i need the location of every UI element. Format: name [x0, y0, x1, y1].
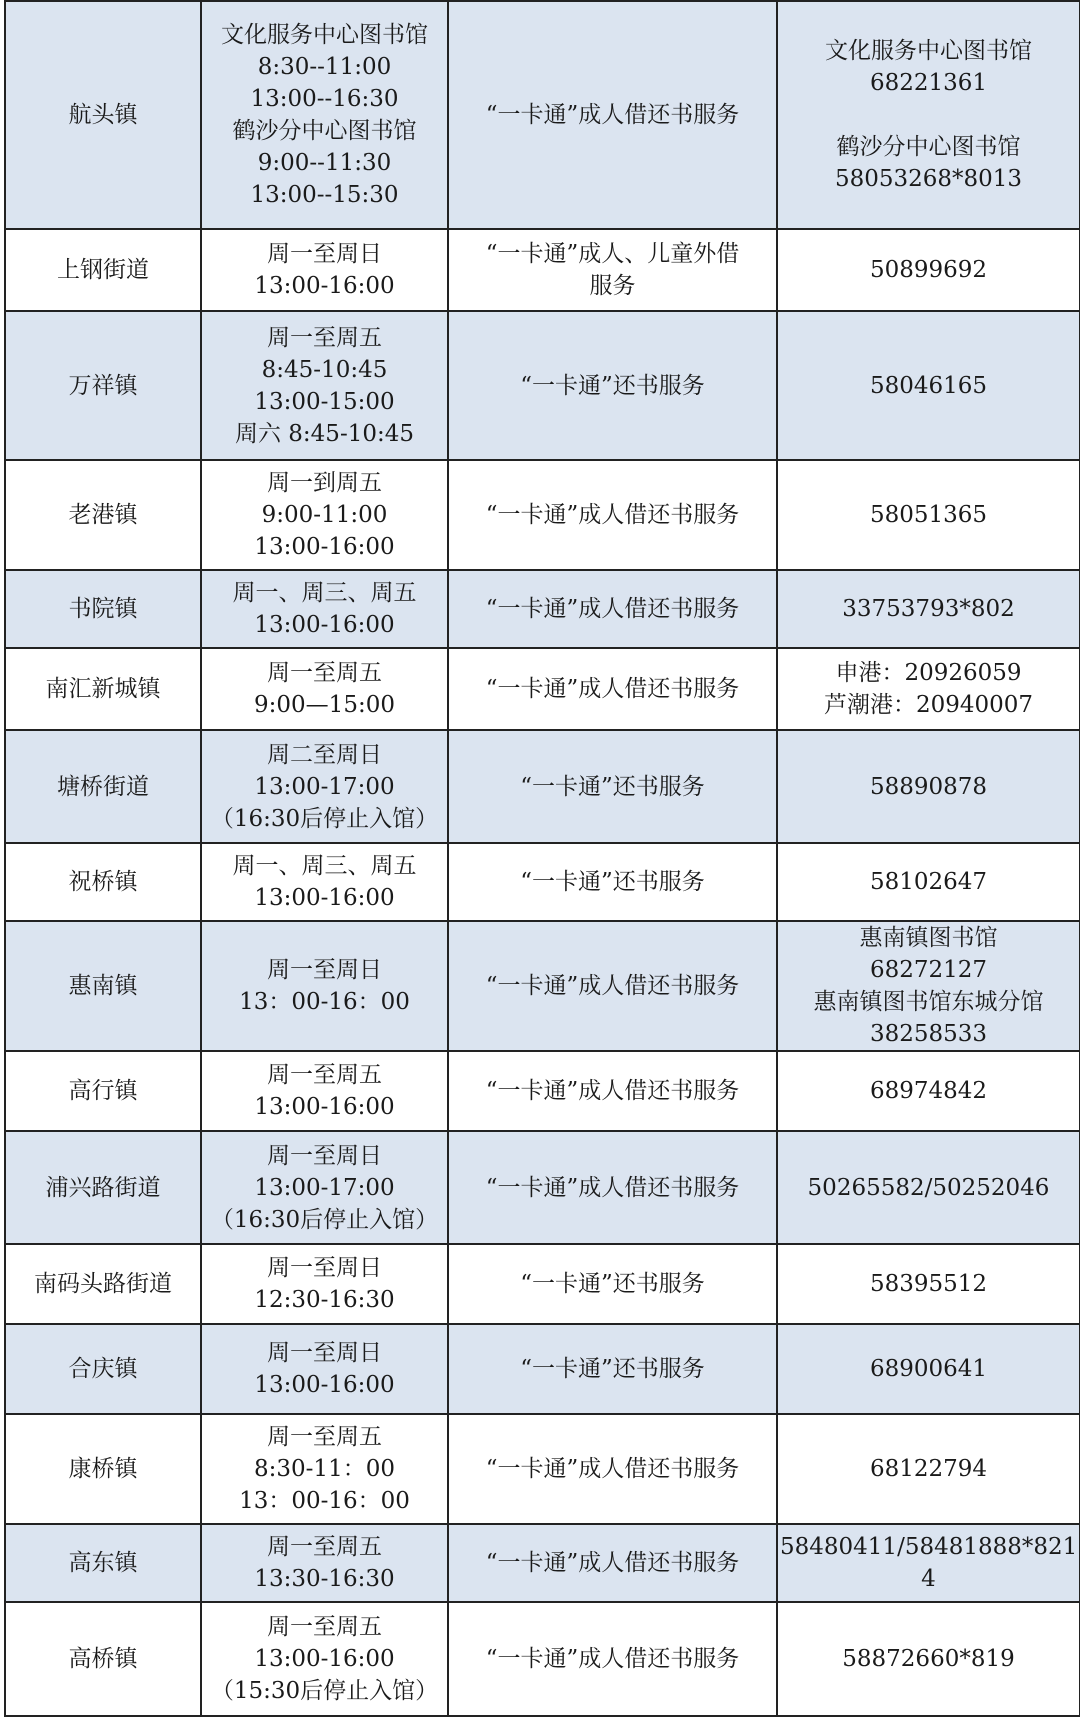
town-cell: [5, 1414, 201, 1524]
hours-line: 13:00-16:00: [254, 273, 395, 299]
phone-line: 50899692: [869, 257, 988, 283]
service-line: “一卡通”成人、儿童外借: [485, 241, 740, 267]
town-cell: [5, 1131, 201, 1244]
table-row: [5, 1051, 1080, 1131]
table-row: [5, 648, 1080, 730]
service-line: “一卡通”还书服务: [520, 372, 705, 399]
town-text: 南汇新城镇: [45, 676, 161, 702]
hours-cell: [201, 1131, 448, 1244]
table-row: [5, 311, 1080, 460]
town-cell: [5, 1524, 201, 1602]
hours-line: 9:00—15:00: [254, 692, 395, 718]
hours-line: 周一至周日: [267, 1255, 382, 1281]
table-row: [5, 1414, 1080, 1524]
table-row: [5, 921, 1080, 1051]
service-cell: [448, 730, 777, 843]
table-row: [5, 1602, 1080, 1716]
town-cell: [5, 1244, 201, 1324]
hours-line: （15:30后停止入馆）: [210, 1678, 439, 1704]
service-line: “一卡通”还书服务: [520, 869, 705, 895]
service-line: “一卡通”成人借还书服务: [485, 973, 740, 999]
table-row: [5, 843, 1080, 921]
phone-line: 58102647: [869, 869, 988, 895]
phone-cell: [777, 570, 1080, 648]
phone-line: 38258533: [869, 1021, 988, 1047]
service-line: “一卡通”成人借还书服务: [485, 1646, 740, 1672]
phone-line: 68221361: [869, 70, 988, 96]
hours-line: 13:00-16:00: [254, 534, 395, 560]
phone-line: 68122794: [869, 1456, 988, 1482]
service-line: “一卡通”成人借还书服务: [485, 596, 740, 622]
town-cell: [5, 648, 201, 730]
phone-line: 68900641: [869, 1356, 988, 1382]
town-cell: [5, 730, 201, 843]
hours-line: 13：00-16：00: [239, 989, 410, 1015]
town-text: 航头镇: [68, 102, 138, 128]
hours-line: 周一至周日: [267, 1340, 382, 1366]
hours-line: 13:00--16:30: [250, 86, 399, 112]
hours-line: 周一到周五: [267, 470, 382, 496]
town-cell: [5, 1051, 201, 1131]
table-row: [5, 229, 1080, 311]
table-row: [5, 570, 1080, 648]
town-text: 祝桥镇: [68, 869, 138, 895]
phone-line: 33753793*802: [842, 596, 1015, 622]
phone-cell: [777, 1051, 1080, 1131]
hours-line: 周一至周日: [267, 957, 382, 983]
hours-line: 周一、周三、周五: [232, 580, 417, 606]
phone-cell: [777, 843, 1080, 921]
phone-line: 鹤沙分中心图书馆: [836, 134, 1021, 160]
hours-cell: [201, 1602, 448, 1716]
hours-cell: [201, 843, 448, 921]
town-text: 高行镇: [68, 1078, 138, 1104]
phone-line: 申港：20926059: [835, 660, 1022, 686]
phone-line: 58480411/58481888*821: [780, 1534, 1078, 1560]
town-text: 塘桥街道: [57, 773, 149, 800]
service-cell: [448, 1524, 777, 1602]
town-cell: [5, 311, 201, 460]
town-text: 南码头路街道: [34, 1271, 172, 1297]
service-cell: [448, 570, 777, 648]
hours-cell: [201, 1244, 448, 1324]
hours-line: 8:45-10:45: [261, 356, 388, 383]
town-text: 高桥镇: [68, 1646, 138, 1672]
service-line: “一卡通”还书服务: [520, 773, 705, 800]
hours-line: 周二至周日: [267, 741, 382, 768]
hours-line: 13:00-16:00: [254, 885, 395, 911]
hours-line: 13:30-16:30: [254, 1566, 395, 1592]
service-line: “一卡通”成人借还书服务: [485, 502, 740, 528]
town-text: 书院镇: [68, 596, 138, 622]
service-line: “一卡通”还书服务: [520, 1271, 705, 1297]
phone-cell: [777, 1244, 1080, 1324]
phone-line: 惠南镇图书馆: [859, 925, 998, 951]
phone-line: 惠南镇图书馆东城分馆: [813, 989, 1044, 1015]
hours-line: 9:00-11:00: [261, 502, 388, 528]
town-cell: [5, 1602, 201, 1716]
hours-cell: [201, 229, 448, 311]
service-line: “一卡通”成人借还书服务: [485, 1174, 740, 1201]
phone-line: 68272127: [869, 957, 988, 983]
service-line: “一卡通”成人借还书服务: [485, 1550, 740, 1576]
hours-line: 13:00--15:30: [250, 182, 399, 208]
phone-line: 58051365: [869, 502, 988, 528]
town-text: 高东镇: [68, 1550, 138, 1576]
phone-line: 芦潮港：20940007: [823, 692, 1034, 718]
service-cell: [448, 1244, 777, 1324]
hours-cell: [201, 570, 448, 648]
town-text: 老港镇: [68, 502, 138, 528]
hours-line: 13:00-15:00: [254, 388, 395, 415]
hours-cell: [201, 730, 448, 843]
service-cell: [448, 843, 777, 921]
service-line: 服务: [589, 273, 636, 299]
phone-line: 58872660*819: [842, 1646, 1015, 1672]
service-cell: [448, 1324, 777, 1414]
town-text: 万祥镇: [68, 372, 138, 399]
hours-line: 周一至周五: [267, 1424, 382, 1450]
town-cell: [5, 921, 201, 1051]
hours-cell: [201, 460, 448, 570]
hours-line: 鹤沙分中心图书馆: [232, 118, 417, 144]
phone-line: 58046165: [869, 372, 988, 399]
town-text: 浦兴路街道: [45, 1174, 161, 1201]
hours-line: 13:00-16:00: [254, 612, 395, 638]
service-cell: [448, 648, 777, 730]
service-cell: [448, 1051, 777, 1131]
hours-line: 12:30-16:30: [254, 1287, 395, 1313]
hours-cell: [201, 921, 448, 1051]
town-text: 合庆镇: [68, 1356, 138, 1382]
hours-line: 周一至周五: [267, 660, 382, 686]
table-row: [5, 1524, 1080, 1602]
phone-cell: [777, 648, 1080, 730]
phone-line: 58053268*8013: [834, 166, 1023, 192]
town-text: 上钢街道: [57, 257, 149, 283]
hours-line: 13:00-16:00: [254, 1372, 395, 1398]
town-cell: [5, 229, 201, 311]
service-cell: [448, 460, 777, 570]
town-cell: [5, 843, 201, 921]
town-cell: [5, 570, 201, 648]
hours-line: 13：00-16：00: [239, 1488, 410, 1514]
hours-cell: [201, 1, 448, 229]
table-row: [5, 460, 1080, 570]
hours-line: 8:30--11:00: [257, 54, 392, 80]
phone-cell: [777, 1, 1080, 229]
table-body: [5, 1, 1080, 1716]
service-cell: [448, 1, 777, 229]
phone-line: 68974842: [869, 1078, 988, 1104]
service-cell: [448, 1602, 777, 1716]
service-line: “一卡通”成人借还书服务: [485, 676, 740, 702]
town-text: 惠南镇: [68, 973, 138, 999]
hours-line: 13:00-16:00: [254, 1646, 395, 1672]
phone-cell: [777, 460, 1080, 570]
phone-cell: [777, 311, 1080, 460]
phone-line: 58890878: [869, 773, 988, 800]
service-cell: [448, 1414, 777, 1524]
town-cell: [5, 1324, 201, 1414]
phone-cell: [777, 1524, 1080, 1602]
library-service-table: [4, 0, 1080, 1717]
hours-cell: [201, 1414, 448, 1524]
hours-cell: [201, 311, 448, 460]
service-cell: [448, 921, 777, 1051]
hours-line: 周一至周日: [267, 1142, 382, 1169]
service-line: “一卡通”成人借还书服务: [485, 102, 740, 128]
hours-line: 文化服务中心图书馆: [221, 22, 428, 48]
hours-line: 8:30-11：00: [254, 1456, 395, 1482]
phone-cell: [777, 1324, 1080, 1414]
hours-line: 周一至周五: [267, 1614, 382, 1640]
hours-line: 周一至周日: [267, 241, 382, 267]
town-text: 康桥镇: [68, 1456, 138, 1482]
hours-cell: [201, 1051, 448, 1131]
service-line: “一卡通”成人借还书服务: [485, 1456, 740, 1482]
service-cell: [448, 311, 777, 460]
hours-line: 周一、周三、周五: [232, 853, 417, 879]
hours-line: 13:00-17:00: [254, 1174, 395, 1201]
hours-line: 周六 8:45-10:45: [234, 420, 414, 447]
phone-line: 文化服务中心图书馆: [825, 38, 1032, 64]
service-cell: [448, 1131, 777, 1244]
hours-cell: [201, 1524, 448, 1602]
table-row: [5, 1, 1080, 229]
hours-line: 周一至周五: [267, 324, 382, 351]
hours-line: （16:30后停止入馆）: [210, 805, 439, 832]
phone-cell: [777, 730, 1080, 843]
table-row: [5, 730, 1080, 843]
hours-line: 9:00--11:30: [257, 150, 392, 176]
hours-line: 13:00-17:00: [254, 773, 395, 800]
phone-line: 58395512: [869, 1271, 988, 1297]
hours-cell: [201, 1324, 448, 1414]
phone-cell: [777, 229, 1080, 311]
hours-line: （16:30后停止入馆）: [210, 1206, 439, 1233]
hours-line: 周一至周五: [267, 1062, 382, 1088]
table-row: [5, 1324, 1080, 1414]
hours-cell: [201, 648, 448, 730]
table-row: [5, 1244, 1080, 1324]
phone-line: 50265582/50252046: [807, 1174, 1050, 1201]
service-line: “一卡通”成人借还书服务: [485, 1078, 740, 1104]
phone-line: [780, 99, 1077, 131]
hours-line: 13:00-16:00: [254, 1094, 395, 1120]
town-cell: [5, 460, 201, 570]
town-cell: [5, 1, 201, 229]
phone-cell: [777, 1131, 1080, 1244]
phone-cell: [777, 1602, 1080, 1716]
phone-line: 4: [921, 1566, 936, 1592]
service-cell: [448, 229, 777, 311]
service-line: “一卡通”还书服务: [520, 1356, 705, 1382]
hours-line: 周一至周五: [267, 1534, 382, 1560]
table-row: [5, 1131, 1080, 1244]
phone-cell: [777, 1414, 1080, 1524]
phone-cell: [777, 921, 1080, 1051]
